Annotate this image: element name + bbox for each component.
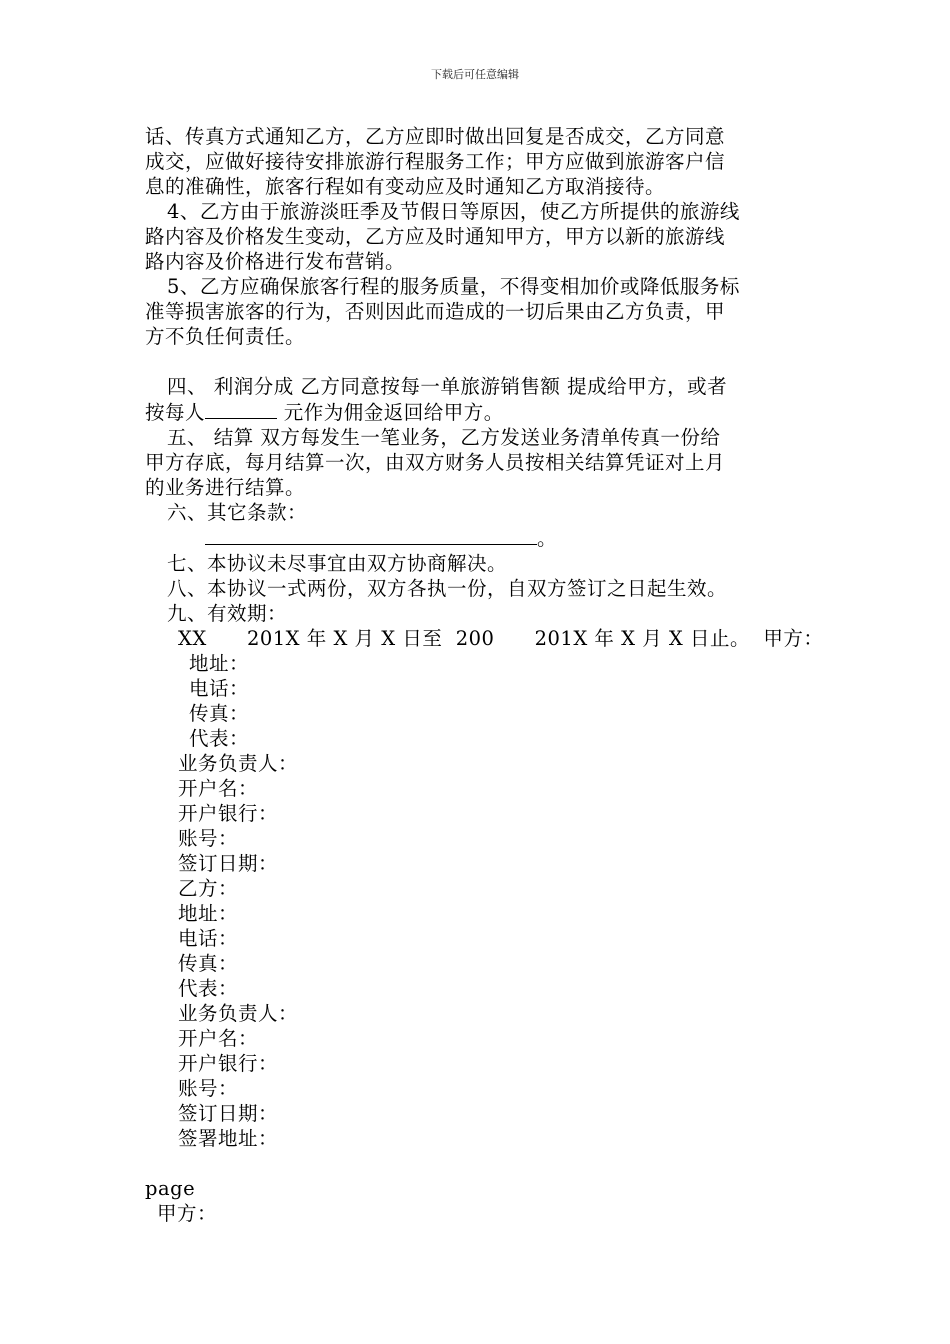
party-b-account-number-label: 账号： (178, 1077, 239, 1100)
section-5-settlement-line: 甲方存底，每月结算一次，由双方财务人员按相关结算凭证对上月 (145, 451, 726, 474)
party-b-business-manager-label: 业务负责人： (178, 1002, 299, 1025)
clause-3-continued-line: 话、传真方式通知乙方，乙方应即时做出回复是否成交，乙方同意 (145, 125, 726, 148)
clause-4-line: 4、乙方由于旅游淡旺季及节假日等原因，使乙方所提供的旅游线 (167, 200, 740, 223)
section-9-validity: 九、有效期： (167, 602, 288, 625)
clause-5-line: 准等损害旅客的行为，否则因此而造成的一切后果由乙方负责，甲 (145, 300, 726, 323)
other-terms-end: 。 (537, 527, 558, 550)
party-a-sign-date-label: 签订日期： (178, 852, 279, 875)
spacer (145, 349, 810, 374)
commission-suffix: 元作为佣金返回给甲方。 (277, 401, 504, 424)
party-a-representative-label: 代表： (189, 727, 250, 750)
clause-4-line: 路内容及价格发生变动，乙方应及时通知甲方，甲方以新的旅游线 (145, 225, 726, 248)
party-a-bank-label: 开户银行： (178, 802, 279, 825)
party-b-account-name-label: 开户名： (178, 1027, 259, 1050)
party-a-business-manager-label: 业务负责人： (178, 752, 299, 775)
section-5-settlement-line: 的业务进行结算。 (145, 476, 306, 499)
validity-period-line: XX 201X 年 X 月 X 日至 200 201X 年 X 月 X 日止。 甲方： (178, 627, 824, 650)
clause-3-continued-line: 成交，应做好接待安排旅游行程服务工作；甲方应做到旅游客户信 (145, 150, 726, 173)
commission-blank[interactable] (205, 399, 277, 419)
party-a-account-number-label: 账号： (178, 827, 239, 850)
section-4-profit-line: 四、 利润分成 乙方同意按每一单旅游销售额 提成给甲方，或者 (167, 375, 728, 398)
section-5-settlement-line: 五、 结算 双方每发生一笔业务，乙方发送业务清单传真一份给 (167, 426, 721, 449)
section-4-profit-line (145, 399, 810, 425)
party-b-sign-location-label: 签署地址： (178, 1127, 279, 1150)
page-header: 下载后可任意编辑 (431, 68, 519, 81)
party-b-representative-label: 代表： (178, 977, 239, 1000)
party-b-label: 乙方： (178, 877, 239, 900)
party-a-more-fields (145, 751, 810, 876)
party-a-address-label: 地址： (189, 652, 250, 675)
party-b-fields (145, 876, 810, 1151)
contract-body (145, 124, 824, 1226)
section-8: 八、本协议一式两份，双方各执一份，自双方签订之日起生效。 (167, 577, 728, 600)
party-a-fields (145, 651, 810, 751)
party-a-phone-label: 电话： (189, 677, 250, 700)
page-marker: page (145, 1177, 196, 1200)
clause-5-line: 方不负任何责任。 (145, 325, 306, 348)
party-b-fax-label: 传真： (178, 952, 239, 975)
party-b-bank-label: 开户银行： (178, 1052, 279, 1075)
party-b-phone-label: 电话： (178, 927, 239, 950)
next-page-party-a-label: 甲方： (157, 1202, 218, 1225)
party-b-sign-date-label: 签订日期： (178, 1102, 279, 1125)
other-terms-line (145, 525, 810, 551)
party-a-fax-label: 传真： (189, 702, 250, 725)
other-terms-blank[interactable] (205, 525, 537, 545)
party-b-address-label: 地址： (178, 902, 239, 925)
party-a-account-name-label: 开户名： (178, 777, 259, 800)
per-person-label: 按每人 (145, 401, 206, 424)
clause-5-line: 5、乙方应确保旅客行程的服务质量，不得变相加价或降低服务标 (167, 275, 740, 298)
section-7: 七、本协议未尽事宜由双方协商解决。 (167, 552, 508, 575)
section-6-other-terms: 六、其它条款： (167, 501, 308, 524)
clause-3-continued-line: 息的准确性，旅客行程如有变动应及时通知乙方取消接待。 (145, 175, 666, 198)
clause-4-line: 路内容及价格进行发布营销。 (145, 250, 406, 273)
